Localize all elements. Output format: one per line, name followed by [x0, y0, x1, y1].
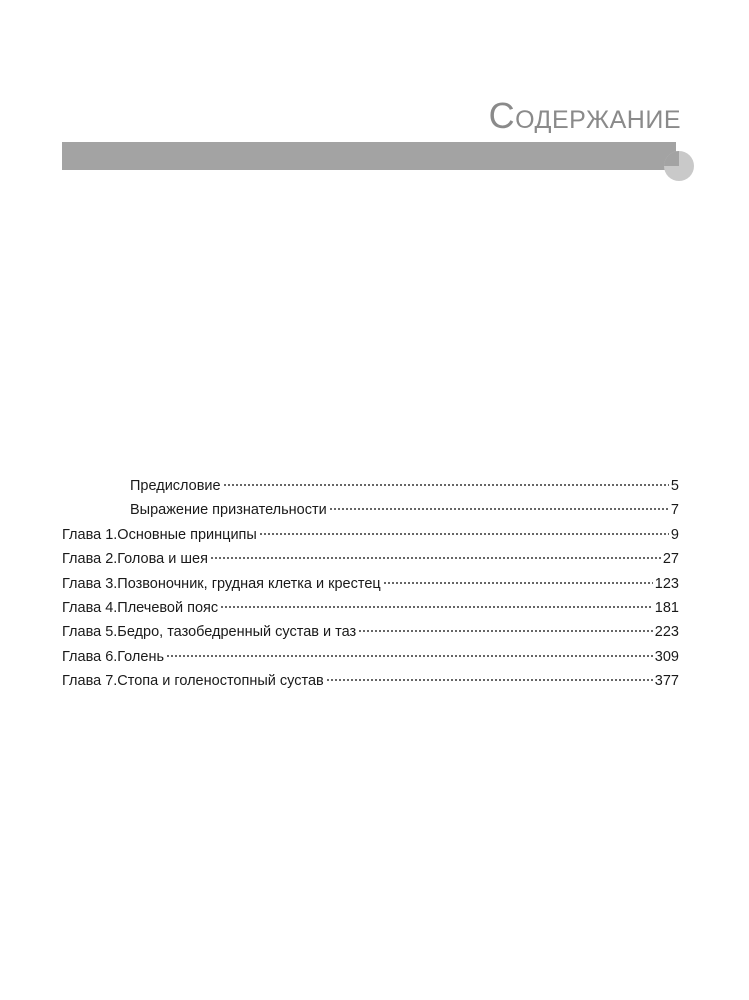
page-title: Содержание — [488, 95, 681, 136]
toc-entry-label: Стопа и голеностопный сустав — [117, 673, 324, 690]
toc-entry-chapter-7[interactable] — [62, 669, 679, 693]
toc-entry-prefix: Глава 3. — [62, 575, 118, 592]
table-of-contents — [62, 474, 679, 694]
toc-entry-page: 181 — [654, 599, 679, 616]
toc-leader-dots — [166, 654, 653, 658]
toc-entry-page: 123 — [654, 575, 679, 592]
toc-entry-label: Основные принципы — [117, 526, 257, 543]
toc-entry-label: Предисловие — [130, 478, 221, 494]
toc-entry-page: 5 — [670, 478, 679, 494]
toc-leader-dots — [210, 556, 661, 560]
toc-entry-chapter-5[interactable] — [62, 620, 679, 644]
toc-entry-page: 27 — [662, 551, 679, 568]
toc-entry-chapter-3[interactable] — [62, 572, 679, 596]
toc-entry-page: 309 — [654, 648, 679, 665]
toc-entry-label: Выражение признательности — [130, 502, 327, 519]
toc-entry-acknowledgements[interactable] — [62, 498, 679, 522]
toc-entry-label: Голень — [117, 648, 165, 665]
toc-leader-dots — [326, 678, 653, 682]
toc-entry-prefix: Глава 6. — [62, 648, 118, 665]
toc-entry-page: 9 — [670, 526, 679, 543]
toc-entry-preface[interactable] — [62, 474, 679, 498]
corner-quarter — [664, 151, 679, 166]
toc-entry-chapter-1[interactable] — [62, 523, 679, 547]
toc-entry-label: Голова и шея — [117, 551, 208, 568]
toc-entry-chapter-2[interactable] — [62, 547, 679, 571]
toc-leader-dots — [220, 605, 653, 609]
toc-entry-prefix: Глава 5. — [62, 624, 118, 641]
toc-entry-chapter-4[interactable] — [62, 596, 679, 620]
toc-entry-prefix: Глава 2. — [62, 551, 118, 568]
toc-leader-dots — [223, 483, 669, 487]
toc-entry-label: Бедро, тазобедренный сустав и таз — [117, 624, 357, 641]
toc-leader-dots — [259, 532, 669, 536]
toc-leader-dots — [329, 507, 669, 511]
corner-circle-ornament — [664, 151, 694, 181]
toc-entry-label: Плечевой пояс — [117, 599, 219, 616]
toc-leader-dots — [358, 629, 653, 633]
toc-entry-label: Позвоночник, грудная клетка и крестец — [117, 575, 381, 592]
toc-entry-page: 223 — [654, 624, 679, 641]
title-bar — [62, 142, 676, 170]
toc-entry-prefix: Глава 7. — [62, 673, 118, 690]
toc-entry-prefix: Глава 4. — [62, 599, 118, 616]
toc-entry-prefix: Глава 1. — [62, 526, 118, 543]
toc-entry-page: 377 — [654, 673, 679, 690]
toc-entry-page: 7 — [670, 502, 679, 519]
toc-entry-chapter-6[interactable] — [62, 645, 679, 669]
toc-leader-dots — [383, 581, 653, 585]
